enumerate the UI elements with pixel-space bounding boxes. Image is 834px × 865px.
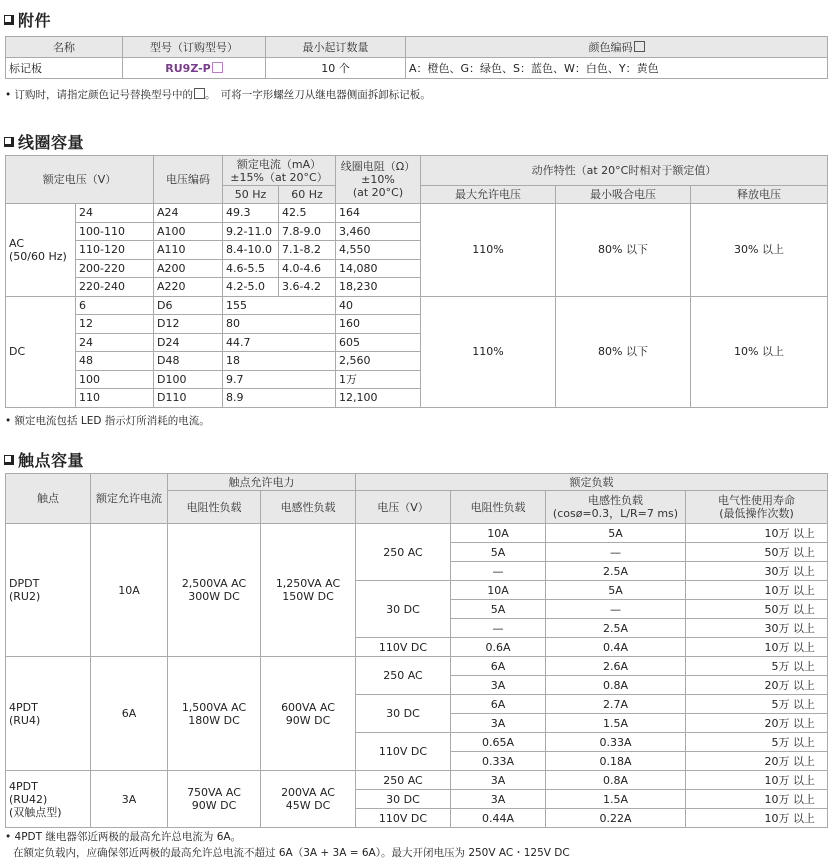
cell-resistive-load: 3A	[451, 790, 546, 809]
header-operating: 动作特性（at 20°C时相对于额定值）	[421, 156, 828, 186]
cell-life: 20万 以上	[686, 752, 828, 771]
cell-release: 10% 以上	[691, 296, 828, 407]
cell-resistance: 605	[336, 333, 421, 352]
cell-life: 10万 以上	[686, 581, 828, 600]
header-volt: 电压（V）	[356, 491, 451, 524]
cell-current-60hz: 7.1-8.2	[279, 241, 336, 260]
cell-inductive-power	[261, 657, 356, 771]
cell-current-60hz: 4.0-4.6	[279, 259, 336, 278]
cell-voltage: 110V DC	[356, 809, 451, 828]
voltage-type	[6, 204, 76, 297]
cell-inductive-load: 0.22A	[546, 809, 686, 828]
text: DPDT	[9, 577, 40, 590]
cell-code: D12	[154, 315, 223, 334]
cell-voltage: 6	[76, 296, 154, 315]
text: (最低操作次数)	[719, 507, 794, 520]
cell-inductive-load: 2.5A	[546, 619, 686, 638]
cell-voltage: 30 DC	[356, 581, 451, 638]
header-min-pickup: 最小吸合电压	[556, 186, 691, 204]
placeholder-box-icon	[634, 41, 645, 52]
cell-inductive-load: 0.18A	[546, 752, 686, 771]
model-text: RU9Z-P	[165, 61, 211, 75]
text: 600VA AC	[281, 700, 335, 714]
text: (RU2)	[9, 590, 41, 603]
header-name: 名称	[6, 37, 123, 58]
cell-code: D6	[154, 296, 223, 315]
header-max-voltage: 最大允许电压	[421, 186, 556, 204]
cell-resistive-load: 6A	[451, 657, 546, 676]
cell-voltage: 100-110	[76, 222, 154, 241]
cell-voltage: 100	[76, 370, 154, 389]
cell-current-50hz: 8.4-10.0	[223, 241, 279, 260]
text: (RU42)	[9, 792, 48, 806]
cell-inductive-power	[261, 771, 356, 828]
cell-voltage: 30 DC	[356, 790, 451, 809]
cell-rated-current: 3A	[91, 771, 168, 828]
cell-voltage: 110V DC	[356, 733, 451, 771]
cell-inductive-load: 0.33A	[546, 733, 686, 752]
placeholder-box-icon	[194, 88, 205, 99]
cell-life: 50万 以上	[686, 600, 828, 619]
cell-current-50hz: 49.3	[223, 204, 279, 223]
cell-inductive-load: 2.6A	[546, 657, 686, 676]
text: 1,500VA AC	[181, 700, 247, 714]
coil-note: • 额定电流包括 LED 指示灯所消耗的电流。	[5, 415, 210, 427]
text: ±15%（at 20°C）	[230, 170, 328, 184]
header-voltage: 额定电压（V）	[6, 156, 154, 204]
cell-life: 10万 以上	[686, 524, 828, 543]
cell-rated-current: 10A	[91, 524, 168, 657]
cell-resistance: 40	[336, 296, 421, 315]
cell-resistive-load: 3A	[451, 771, 546, 790]
cell-current: 9.7	[223, 370, 336, 389]
square-bullet-icon	[4, 15, 14, 25]
cell-code: A220	[154, 278, 223, 297]
text: 150W DC	[282, 590, 334, 603]
accessory-table	[5, 36, 828, 79]
cell-resistive-load: 0.6A	[451, 638, 546, 657]
cell-inductive-load: —	[546, 600, 686, 619]
cell-current-50hz: 9.2-11.0	[223, 222, 279, 241]
text: 45W DC	[285, 799, 331, 812]
cell-code: D24	[154, 333, 223, 352]
cell-life: 30万 以上	[686, 619, 828, 638]
cell-resistive-load: 3A	[451, 676, 546, 695]
cell-model	[123, 58, 266, 79]
coil-table	[5, 155, 828, 408]
cell-resistance: 14,080	[336, 259, 421, 278]
cell-current-50hz: 4.2-5.0	[223, 278, 279, 297]
text: AC	[9, 236, 25, 250]
cell-resistive-load: 3A	[451, 714, 546, 733]
cell-resistance: 2,560	[336, 352, 421, 371]
cell-inductive-power	[261, 524, 356, 657]
text: 300W DC	[188, 590, 240, 603]
cell-rated-current: 6A	[91, 657, 168, 771]
cell-resistive-load: 10A	[451, 581, 546, 600]
cell-voltage: 110	[76, 389, 154, 408]
table-row	[6, 524, 828, 543]
cell-inductive-load: 0.8A	[546, 676, 686, 695]
section-title-accessory	[4, 8, 51, 31]
header-code: 电压编码	[154, 156, 223, 204]
table-row	[6, 204, 828, 223]
cell-resistive-power	[168, 771, 261, 828]
cell-resistive-power	[168, 524, 261, 657]
cell-release: 30% 以上	[691, 204, 828, 297]
text: 200VA AC	[281, 786, 335, 799]
text: (cosø=0.3，L/R=7 ms)	[552, 507, 679, 520]
heading-text: 附件	[18, 11, 52, 30]
cell-inductive-load: 2.5A	[546, 562, 686, 581]
cell-max-voltage: 110%	[421, 204, 556, 297]
cell-resistive-load: 0.44A	[451, 809, 546, 828]
cell-resistive-load: 5A	[451, 543, 546, 562]
cell-life: 10万 以上	[686, 790, 828, 809]
cell-resistance: 18,230	[336, 278, 421, 297]
cell-current: 80	[223, 315, 336, 334]
cell-life: 20万 以上	[686, 676, 828, 695]
cell-voltage: 220-240	[76, 278, 154, 297]
text: DC	[9, 345, 26, 358]
text: 90W DC	[285, 713, 331, 727]
header-50hz: 50 Hz	[223, 186, 279, 204]
cell-life: 10万 以上	[686, 771, 828, 790]
cell-inductive-load: 2.7A	[546, 695, 686, 714]
section-title-contact	[4, 448, 84, 471]
header-inductive: 电感性负载	[261, 491, 356, 524]
cell-current: 8.9	[223, 389, 336, 408]
cell-life: 50万 以上	[686, 543, 828, 562]
cell-inductive-load: 5A	[546, 524, 686, 543]
cell-voltage: 250 AC	[356, 657, 451, 695]
text: 线圈电阻（Ω）	[340, 160, 416, 173]
cell-max-voltage: 110%	[421, 296, 556, 407]
text: 1,250VA AC	[275, 577, 341, 590]
cell-current-60hz: 7.8-9.0	[279, 222, 336, 241]
cell-contact	[6, 771, 91, 828]
text: (双触点型)	[9, 805, 62, 819]
header-contact: 触点	[6, 474, 91, 524]
cell-current: 18	[223, 352, 336, 371]
cell-contact	[6, 657, 91, 771]
text: 4PDT	[9, 700, 38, 714]
cell-code: D110	[154, 389, 223, 408]
cell-colors: A：橙色、G：绿色、S：蓝色、W：白色、Y：黄色	[406, 58, 828, 79]
cell-code: A110	[154, 241, 223, 260]
text: 2,500VA AC	[181, 577, 247, 590]
cell-voltage: 250 AC	[356, 771, 451, 790]
note-text: • 订购时，请指定颜色记号替换型号中的	[5, 89, 194, 101]
cell-voltage: 110-120	[76, 241, 154, 260]
cell-current: 44.7	[223, 333, 336, 352]
text: (RU4)	[9, 713, 41, 727]
header-rated-current: 额定允许电流	[91, 474, 168, 524]
cell-life: 5万 以上	[686, 657, 828, 676]
cell-voltage: 110V DC	[356, 638, 451, 657]
cell-code: D48	[154, 352, 223, 371]
cell-resistive-load: 5A	[451, 600, 546, 619]
cell-inductive-load: 0.4A	[546, 638, 686, 657]
cell-resistance: 3,460	[336, 222, 421, 241]
cell-inductive-load: 5A	[546, 581, 686, 600]
table-row	[6, 296, 828, 315]
cell-life: 10万 以上	[686, 809, 828, 828]
text: 电气性使用寿命	[718, 494, 795, 507]
cell-life: 10万 以上	[686, 638, 828, 657]
header-resistive-load: 电阻性负载	[451, 491, 546, 524]
contact-note	[5, 829, 570, 861]
cell-current-60hz: 3.6-4.2	[279, 278, 336, 297]
cell-code: D100	[154, 370, 223, 389]
cell-resistance: 1万	[336, 370, 421, 389]
contact-table	[5, 473, 828, 828]
cell-current: 155	[223, 296, 336, 315]
cell-voltage: 30 DC	[356, 695, 451, 733]
header-color-code	[406, 37, 828, 58]
cell-voltage: 48	[76, 352, 154, 371]
note-text: • 4PDT 继电器邻近两极的最高允许总电流为 6A。	[5, 831, 242, 843]
cell-resistive-power	[168, 657, 261, 771]
text: (at 20°C)	[352, 186, 404, 199]
header-release: 释放电压	[691, 186, 828, 204]
cell-inductive-load: 0.8A	[546, 771, 686, 790]
table-row	[6, 657, 828, 676]
accessory-note	[5, 87, 431, 103]
cell-voltage: 24	[76, 204, 154, 223]
header-60hz: 60 Hz	[279, 186, 336, 204]
cell-inductive-load: —	[546, 543, 686, 562]
cell-resistance: 4,550	[336, 241, 421, 260]
cell-current-60hz: 42.5	[279, 204, 336, 223]
text: 90W DC	[191, 799, 237, 812]
cell-voltage: 24	[76, 333, 154, 352]
cell-resistance: 160	[336, 315, 421, 334]
voltage-type	[6, 296, 76, 407]
cell-resistance: 12,100	[336, 389, 421, 408]
cell-code: A100	[154, 222, 223, 241]
cell-life: 30万 以上	[686, 562, 828, 581]
text: 4PDT	[9, 779, 38, 793]
header-resistance	[336, 156, 421, 204]
cell-code: A200	[154, 259, 223, 278]
table-row	[6, 771, 828, 790]
cell-life: 5万 以上	[686, 733, 828, 752]
cell-code: A24	[154, 204, 223, 223]
heading-text: 触点容量	[18, 451, 85, 470]
text: 额定电流（mA）	[236, 157, 322, 171]
cell-resistive-load: 10A	[451, 524, 546, 543]
note-text: 。 可将一字形螺丝刀从继电器侧面拆卸标记板。	[205, 89, 431, 101]
header-rated-load: 额定负载	[356, 474, 828, 491]
cell-inductive-load: 1.5A	[546, 714, 686, 733]
cell-inductive-load: 1.5A	[546, 790, 686, 809]
cell-voltage: 250 AC	[356, 524, 451, 581]
cell-qty: 10 个	[266, 58, 406, 79]
cell-min-pickup: 80% 以下	[556, 296, 691, 407]
text: 180W DC	[188, 713, 240, 727]
header-resistive: 电阻性负载	[168, 491, 261, 524]
text: 750VA AC	[187, 786, 241, 799]
cell-resistance: 164	[336, 204, 421, 223]
cell-min-pickup: 80% 以下	[556, 204, 691, 297]
section-title-coil	[4, 130, 84, 153]
heading-text: 线圈容量	[18, 133, 85, 152]
cell-life: 5万 以上	[686, 695, 828, 714]
header-current	[223, 156, 336, 186]
cell-resistive-load: 6A	[451, 695, 546, 714]
cell-resistive-load: —	[451, 619, 546, 638]
cell-voltage: 12	[76, 315, 154, 334]
cell-resistive-load: 0.65A	[451, 733, 546, 752]
header-color-text: 颜色编码	[588, 40, 633, 54]
square-bullet-icon	[4, 137, 14, 147]
cell-voltage: 200-220	[76, 259, 154, 278]
cell-current-50hz: 4.6-5.5	[223, 259, 279, 278]
header-qty: 最小起订数量	[266, 37, 406, 58]
header-model: 型号（订购型号）	[123, 37, 266, 58]
placeholder-box-icon	[212, 62, 223, 73]
note-text: 在额定负载内，应确保邻近两极的最高允许总电流不超过 6A（3A + 3A = 6A）。最大开闭电压为 250V AC・125V DC	[13, 847, 570, 859]
header-life	[686, 491, 828, 524]
cell-resistive-load: —	[451, 562, 546, 581]
text: (50/60 Hz)	[9, 249, 67, 263]
text: ±10%	[361, 173, 395, 186]
cell-contact	[6, 524, 91, 657]
cell-life: 20万 以上	[686, 714, 828, 733]
text: 电感性负载	[588, 494, 643, 507]
header-inductive-load	[546, 491, 686, 524]
header-power: 触点允许电力	[168, 474, 356, 491]
square-bullet-icon	[4, 455, 14, 465]
cell-resistive-load: 0.33A	[451, 752, 546, 771]
cell-name: 标记板	[6, 58, 123, 79]
